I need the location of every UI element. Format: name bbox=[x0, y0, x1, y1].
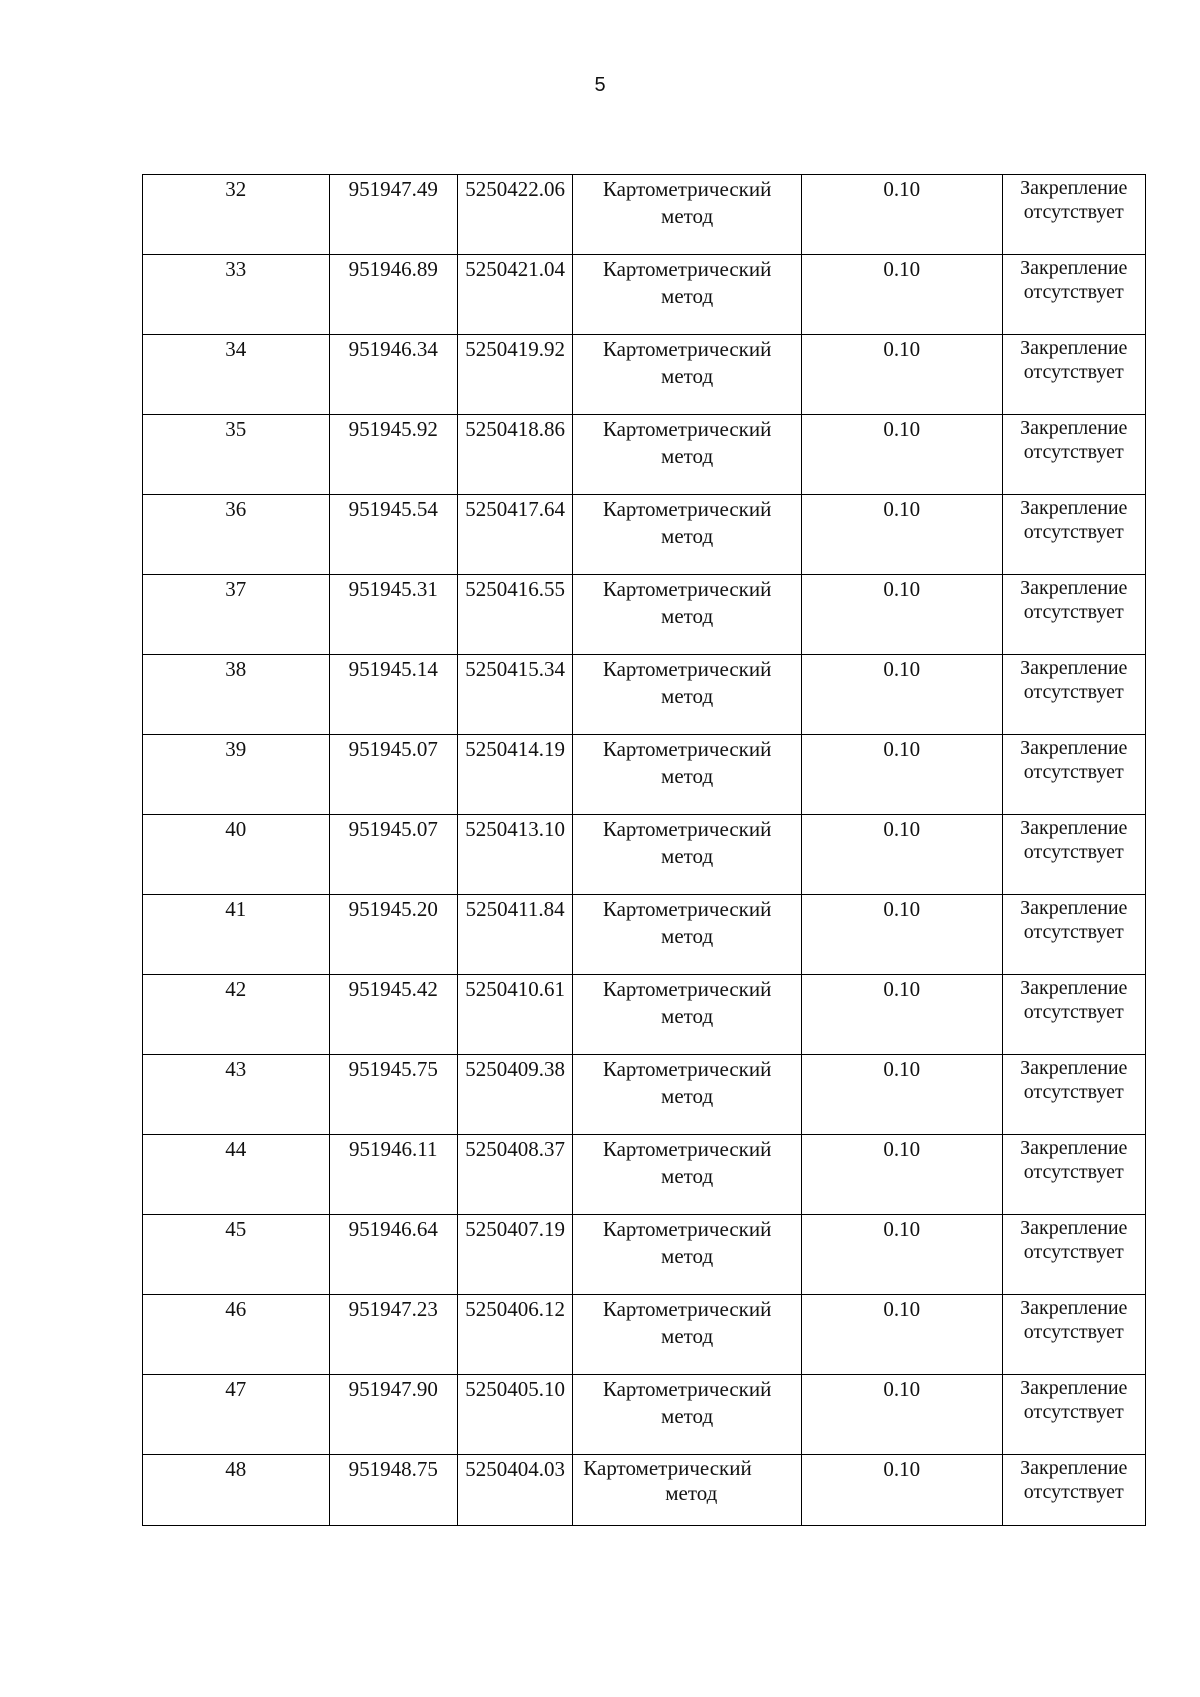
accuracy-cell: 0.10 bbox=[801, 815, 1002, 895]
method-line-2: метод bbox=[661, 764, 714, 788]
accuracy-cell: 0.10 bbox=[801, 1295, 1002, 1375]
method-line-2: метод bbox=[661, 924, 714, 948]
accuracy-cell: 0.10 bbox=[801, 895, 1002, 975]
table-row bbox=[143, 1215, 1146, 1295]
method-line-2: метод bbox=[661, 1084, 714, 1108]
table-row bbox=[143, 975, 1146, 1055]
x-coordinate-cell: 951946.34 bbox=[329, 335, 457, 415]
point-number-cell: 36 bbox=[143, 495, 330, 575]
method-line-1: Картометрический bbox=[602, 257, 772, 281]
x-coordinate-cell: 951946.64 bbox=[329, 1215, 457, 1295]
x-coordinate-cell: 951948.75 bbox=[329, 1455, 457, 1526]
page-number: 5 bbox=[594, 74, 606, 96]
point-number-cell: 39 bbox=[143, 735, 330, 815]
fixation-line-1: Закрепление bbox=[1020, 257, 1128, 279]
method-cell bbox=[573, 1295, 802, 1375]
fixation-line-1: Закрепление bbox=[1020, 657, 1128, 679]
method-line-2: метод bbox=[661, 604, 714, 628]
method-line-1: Картометрический bbox=[583, 1456, 752, 1480]
table-row bbox=[143, 1375, 1146, 1455]
accuracy-cell: 0.10 bbox=[801, 975, 1002, 1055]
fixation-cell bbox=[1002, 1135, 1145, 1215]
point-number-cell: 47 bbox=[143, 1375, 330, 1455]
fixation-cell bbox=[1002, 815, 1145, 895]
fixation-line-2: отсутствует bbox=[1023, 361, 1124, 383]
point-number-cell: 48 bbox=[143, 1455, 330, 1526]
coordinates-table-body bbox=[143, 175, 1146, 1526]
table-row bbox=[143, 1295, 1146, 1375]
method-cell bbox=[573, 735, 802, 815]
y-coordinate-cell: 5250414.19 bbox=[457, 735, 572, 815]
table-row bbox=[143, 735, 1146, 815]
accuracy-cell: 0.10 bbox=[801, 655, 1002, 735]
x-coordinate-cell: 951947.23 bbox=[329, 1295, 457, 1375]
x-coordinate-cell: 951945.07 bbox=[329, 815, 457, 895]
method-line-2: метод bbox=[661, 284, 714, 308]
fixation-line-2: отсутствует bbox=[1023, 1401, 1124, 1423]
table-row bbox=[143, 1055, 1146, 1135]
y-coordinate-cell: 5250413.10 bbox=[457, 815, 572, 895]
method-line-1: Картометрический bbox=[602, 177, 772, 201]
method-line-2: метод bbox=[661, 1004, 714, 1028]
point-number-cell: 33 bbox=[143, 255, 330, 335]
point-number-cell: 38 bbox=[143, 655, 330, 735]
table-row bbox=[143, 255, 1146, 335]
fixation-line-2: отсутствует bbox=[1023, 201, 1124, 223]
table-row bbox=[143, 335, 1146, 415]
x-coordinate-cell: 951946.11 bbox=[329, 1135, 457, 1215]
accuracy-cell: 0.10 bbox=[801, 415, 1002, 495]
x-coordinate-cell: 951947.90 bbox=[329, 1375, 457, 1455]
fixation-cell bbox=[1002, 175, 1145, 255]
y-coordinate-cell: 5250417.64 bbox=[457, 495, 572, 575]
fixation-line-2: отсутствует bbox=[1023, 1161, 1124, 1183]
point-number-cell: 34 bbox=[143, 335, 330, 415]
point-number-cell: 40 bbox=[143, 815, 330, 895]
table-row bbox=[143, 495, 1146, 575]
fixation-line-1: Закрепление bbox=[1020, 1297, 1128, 1319]
method-cell bbox=[573, 1455, 802, 1526]
method-line-1: Картометрический bbox=[602, 897, 772, 921]
accuracy-cell: 0.10 bbox=[801, 1055, 1002, 1135]
y-coordinate-cell: 5250410.61 bbox=[457, 975, 572, 1055]
x-coordinate-cell: 951945.31 bbox=[329, 575, 457, 655]
fixation-line-1: Закрепление bbox=[1020, 1457, 1128, 1479]
fixation-cell bbox=[1002, 1295, 1145, 1375]
point-number-cell: 45 bbox=[143, 1215, 330, 1295]
point-number-cell: 46 bbox=[143, 1295, 330, 1375]
method-line-1: Картометрический bbox=[602, 337, 772, 361]
point-number-cell: 41 bbox=[143, 895, 330, 975]
table-row bbox=[143, 415, 1146, 495]
method-cell bbox=[573, 975, 802, 1055]
accuracy-cell: 0.10 bbox=[801, 335, 1002, 415]
fixation-line-2: отсутствует bbox=[1023, 1481, 1124, 1503]
fixation-line-1: Закрепление bbox=[1020, 177, 1128, 199]
fixation-line-1: Закрепление bbox=[1020, 737, 1128, 759]
method-line-2: метод bbox=[661, 844, 714, 868]
point-number-cell: 43 bbox=[143, 1055, 330, 1135]
y-coordinate-cell: 5250409.38 bbox=[457, 1055, 572, 1135]
table-row bbox=[143, 655, 1146, 735]
fixation-line-2: отсутствует bbox=[1023, 1081, 1124, 1103]
accuracy-cell: 0.10 bbox=[801, 495, 1002, 575]
accuracy-cell: 0.10 bbox=[801, 575, 1002, 655]
method-line-1: Картометрический bbox=[602, 817, 772, 841]
fixation-cell bbox=[1002, 1375, 1145, 1455]
accuracy-cell: 0.10 bbox=[801, 1375, 1002, 1455]
point-number-cell: 37 bbox=[143, 575, 330, 655]
method-cell bbox=[573, 495, 802, 575]
fixation-line-1: Закрепление bbox=[1020, 337, 1128, 359]
fixation-line-1: Закрепление bbox=[1020, 1137, 1128, 1159]
table-row bbox=[143, 895, 1146, 975]
x-coordinate-cell: 951947.49 bbox=[329, 175, 457, 255]
fixation-cell bbox=[1002, 975, 1145, 1055]
method-line-1: Картометрический bbox=[602, 1137, 772, 1161]
y-coordinate-cell: 5250418.86 bbox=[457, 415, 572, 495]
method-line-1: Картометрический bbox=[602, 417, 772, 441]
y-coordinate-cell: 5250407.19 bbox=[457, 1215, 572, 1295]
x-coordinate-cell: 951945.54 bbox=[329, 495, 457, 575]
point-number-cell: 32 bbox=[143, 175, 330, 255]
fixation-cell bbox=[1002, 895, 1145, 975]
y-coordinate-cell: 5250421.04 bbox=[457, 255, 572, 335]
y-coordinate-cell: 5250404.03 bbox=[457, 1455, 572, 1526]
method-cell bbox=[573, 895, 802, 975]
method-line-2: метод bbox=[661, 1404, 714, 1428]
table-row bbox=[143, 175, 1146, 255]
fixation-cell bbox=[1002, 1455, 1145, 1526]
accuracy-cell: 0.10 bbox=[801, 175, 1002, 255]
method-line-2: метод bbox=[665, 1481, 718, 1505]
fixation-line-2: отсутствует bbox=[1023, 681, 1124, 703]
y-coordinate-cell: 5250406.12 bbox=[457, 1295, 572, 1375]
fixation-cell bbox=[1002, 1215, 1145, 1295]
method-line-1: Картометрический bbox=[602, 1297, 772, 1321]
method-line-2: метод bbox=[661, 524, 714, 548]
accuracy-cell: 0.10 bbox=[801, 255, 1002, 335]
fixation-line-1: Закрепление bbox=[1020, 497, 1128, 519]
accuracy-cell: 0.10 bbox=[801, 1455, 1002, 1526]
y-coordinate-cell: 5250415.34 bbox=[457, 655, 572, 735]
accuracy-cell: 0.10 bbox=[801, 1215, 1002, 1295]
fixation-cell bbox=[1002, 735, 1145, 815]
method-line-1: Картометрический bbox=[602, 1217, 772, 1241]
method-line-1: Картометрический bbox=[602, 737, 772, 761]
y-coordinate-cell: 5250405.10 bbox=[457, 1375, 572, 1455]
coordinates-table bbox=[142, 174, 1146, 1526]
fixation-line-1: Закрепление bbox=[1020, 1057, 1128, 1079]
method-cell bbox=[573, 655, 802, 735]
x-coordinate-cell: 951945.07 bbox=[329, 735, 457, 815]
method-cell bbox=[573, 175, 802, 255]
fixation-line-1: Закрепление bbox=[1020, 417, 1128, 439]
table-row bbox=[143, 1455, 1146, 1526]
fixation-line-2: отсутствует bbox=[1023, 1241, 1124, 1263]
method-line-1: Картометрический bbox=[602, 1057, 772, 1081]
point-number-cell: 42 bbox=[143, 975, 330, 1055]
accuracy-cell: 0.10 bbox=[801, 1135, 1002, 1215]
y-coordinate-cell: 5250416.55 bbox=[457, 575, 572, 655]
fixation-line-2: отсутствует bbox=[1023, 1001, 1124, 1023]
fixation-line-2: отсутствует bbox=[1023, 441, 1124, 463]
fixation-line-1: Закрепление bbox=[1020, 817, 1128, 839]
fixation-line-2: отсутствует bbox=[1023, 281, 1124, 303]
fixation-cell bbox=[1002, 255, 1145, 335]
accuracy-cell: 0.10 bbox=[801, 735, 1002, 815]
method-cell bbox=[573, 575, 802, 655]
method-cell bbox=[573, 1055, 802, 1135]
table-row bbox=[143, 815, 1146, 895]
point-number-cell: 44 bbox=[143, 1135, 330, 1215]
x-coordinate-cell: 951945.92 bbox=[329, 415, 457, 495]
method-line-1: Картометрический bbox=[602, 977, 772, 1001]
fixation-line-1: Закрепление bbox=[1020, 577, 1128, 599]
method-line-1: Картометрический bbox=[602, 577, 772, 601]
method-line-2: метод bbox=[661, 684, 714, 708]
x-coordinate-cell: 951945.14 bbox=[329, 655, 457, 735]
fixation-cell bbox=[1002, 655, 1145, 735]
fixation-cell bbox=[1002, 1055, 1145, 1135]
method-line-1: Картометрический bbox=[602, 1377, 772, 1401]
fixation-cell bbox=[1002, 415, 1145, 495]
fixation-line-1: Закрепление bbox=[1020, 977, 1128, 999]
fixation-line-2: отсутствует bbox=[1023, 521, 1124, 543]
y-coordinate-cell: 5250408.37 bbox=[457, 1135, 572, 1215]
fixation-line-2: отсутствует bbox=[1023, 601, 1124, 623]
method-cell bbox=[573, 1375, 802, 1455]
method-line-1: Картометрический bbox=[602, 497, 772, 521]
method-cell bbox=[573, 1135, 802, 1215]
method-line-2: метод bbox=[661, 1164, 714, 1188]
method-line-2: метод bbox=[661, 444, 714, 468]
y-coordinate-cell: 5250422.06 bbox=[457, 175, 572, 255]
method-cell bbox=[573, 1215, 802, 1295]
table-row bbox=[143, 1135, 1146, 1215]
method-line-2: метод bbox=[661, 364, 714, 388]
fixation-cell bbox=[1002, 335, 1145, 415]
method-line-1: Картометрический bbox=[602, 657, 772, 681]
fixation-line-2: отсутствует bbox=[1023, 921, 1124, 943]
x-coordinate-cell: 951945.75 bbox=[329, 1055, 457, 1135]
fixation-cell bbox=[1002, 575, 1145, 655]
fixation-line-2: отсутствует bbox=[1023, 841, 1124, 863]
y-coordinate-cell: 5250419.92 bbox=[457, 335, 572, 415]
method-line-2: метод bbox=[661, 1244, 714, 1268]
method-cell bbox=[573, 335, 802, 415]
fixation-cell bbox=[1002, 495, 1145, 575]
table-row bbox=[143, 575, 1146, 655]
x-coordinate-cell: 951946.89 bbox=[329, 255, 457, 335]
fixation-line-1: Закрепление bbox=[1020, 897, 1128, 919]
method-cell bbox=[573, 815, 802, 895]
fixation-line-2: отсутствует bbox=[1023, 1321, 1124, 1343]
method-cell bbox=[573, 255, 802, 335]
y-coordinate-cell: 5250411.84 bbox=[457, 895, 572, 975]
method-line-2: метод bbox=[661, 204, 714, 228]
x-coordinate-cell: 951945.42 bbox=[329, 975, 457, 1055]
fixation-line-1: Закрепление bbox=[1020, 1377, 1128, 1399]
fixation-line-2: отсутствует bbox=[1023, 761, 1124, 783]
method-line-2: метод bbox=[661, 1324, 714, 1348]
fixation-line-1: Закрепление bbox=[1020, 1217, 1128, 1239]
x-coordinate-cell: 951945.20 bbox=[329, 895, 457, 975]
method-cell bbox=[573, 415, 802, 495]
point-number-cell: 35 bbox=[143, 415, 330, 495]
